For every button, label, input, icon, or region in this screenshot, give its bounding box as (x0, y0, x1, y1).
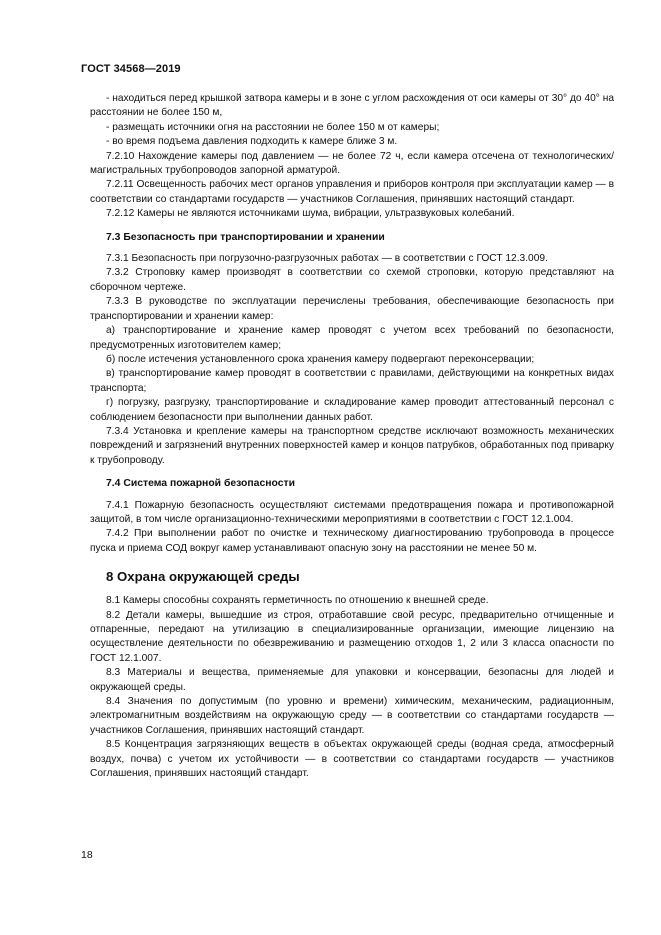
list-item-g: г) погрузку, разгрузку, транспортирование и складирование камер проводит аттестованный персонал с соблюдением безопасности при выполнении данных работ. (90, 397, 614, 423)
paragraph-8-2: 8.2 Детали камеры, вышедшие из строя, отработавшие свой ресурс, предварительно отчищенные и отпаренные, передают на утилизацию в специализированные организации, имеющие лицензию на осуществление деятельности по обезвреживанию и размещению отходов 1, 2 или 3 класса опасности по ГОСТ 12.1.007. (90, 609, 614, 664)
section-heading-8: 8 Охрана окружающей среды (106, 569, 300, 585)
paragraph-7-3-4: 7.3.4 Установка и крепление камеры на транспортном средстве исключают возможность механических повреждений и загрязнений внутренних поверхностей камер и концов патрубков, обработанных под приварку к трубопроводу. (90, 425, 614, 466)
paragraph-7-3-1: 7.3.1 Безопасность при погрузочно-разгрузочных работах — в соответствии с ГОСТ 12.3.009. (106, 253, 548, 265)
paragraph-7-4-2: 7.4.2 При выполнении работ по очистке и техническому диагностированию трубопровода в процессе пуска и приема СОД вокруг камер устанавливают опасную зону на расстоянии не менее 50 м. (90, 528, 614, 554)
page-body (90, 92, 614, 781)
paragraph-7-2-12: 7.2.12 Камеры не являются источниками шума, вибрации, ультразвуковых колебаний. (106, 208, 515, 220)
paragraph-7-3-3: 7.3.3 В руководстве по эксплуатации перечислены требования, обеспечивающие безопасность при транспортировании и хранении камер: (90, 296, 614, 322)
paragraph-top-1: - размещать источники огня на расстоянии не более 150 м от камеры; (106, 121, 440, 133)
paragraph-8-4: 8.4 Значения по допустимым (по уровню и времени) химическим, механическим, радиационным, электромагнитным воздействиям на окружающую среду — в соответствии со стандартами государств — участников Соглашения, принявших настоящий стандарт. (90, 696, 614, 736)
paragraph-7-2-10: 7.2.10 Нахождение камеры под давлением — не более 72 ч, если камера отсечена от технологических/магистральных трубопроводов запорной арматурой. (90, 150, 614, 177)
standard-header: ГОСТ 34568—2019 (81, 63, 181, 75)
paragraph-top-0: - находиться перед крышкой затвора камеры и в зоне с углом расхождения от оси камеры от 30° до 40° на расстоянии не более 150 м, (90, 93, 614, 119)
section-heading-7-4: 7.4 Система пожарной безопасности (106, 478, 295, 490)
paragraph-top-2: - во время подъема давления подходить к камере ближе 3 м. (106, 136, 398, 148)
list-item-b: б) после истечения установленного срока хранения камеру подвергают переконсервации; (106, 353, 535, 365)
paragraph-8-3: 8.3 Материалы и вещества, применяемые для упаковки и консервации, безопасны для людей и окружающей среды. (90, 667, 614, 693)
paragraph-8-5: 8.5 Концентрация загрязняющих веществ в объектах окружающей среды (водная среда, атмосферный воздух, почва) с учетом их устойчивости — в соответствии со стандартами государств — участников Соглашения, принявших настоящий стандарт. (90, 739, 614, 780)
paragraph-7-2-11: 7.2.11 Освещенность рабочих мест органов управления и приборов контроля при эксплуатации камер — в соответствии со стандартами государств — участников Соглашения, принявших настоящий стандарт. (90, 179, 614, 205)
section-heading-7-3: 7.3 Безопасность при транспортировании и хранении (106, 231, 385, 243)
paragraph-8-1: 8.1 Камеры способны сохранять герметичность по отношению к внешней среде. (106, 595, 489, 607)
list-item-v: в) транспортирование камер проводят в соответствии с правилами, действующими на конкретных видах транспорта; (90, 368, 614, 394)
page-number: 18 (81, 849, 93, 861)
list-item-a: а) транспортирование и хранение камер проводят с учетом всех требований по безопасности, предусмотренных изготовителем камер; (90, 325, 614, 351)
paragraph-7-3-2: 7.3.2 Строповку камер производят в соответствии со схемой строповки, которую представляют на сборочном чертеже. (90, 267, 614, 293)
paragraph-7-4-1: 7.4.1 Пожарную безопасность осуществляют системами предотвращения пожара и противопожарной защитой, в том числе организационно-техническими мероприятиями в соответствии с ГОСТ 12.1.004. (90, 499, 614, 525)
